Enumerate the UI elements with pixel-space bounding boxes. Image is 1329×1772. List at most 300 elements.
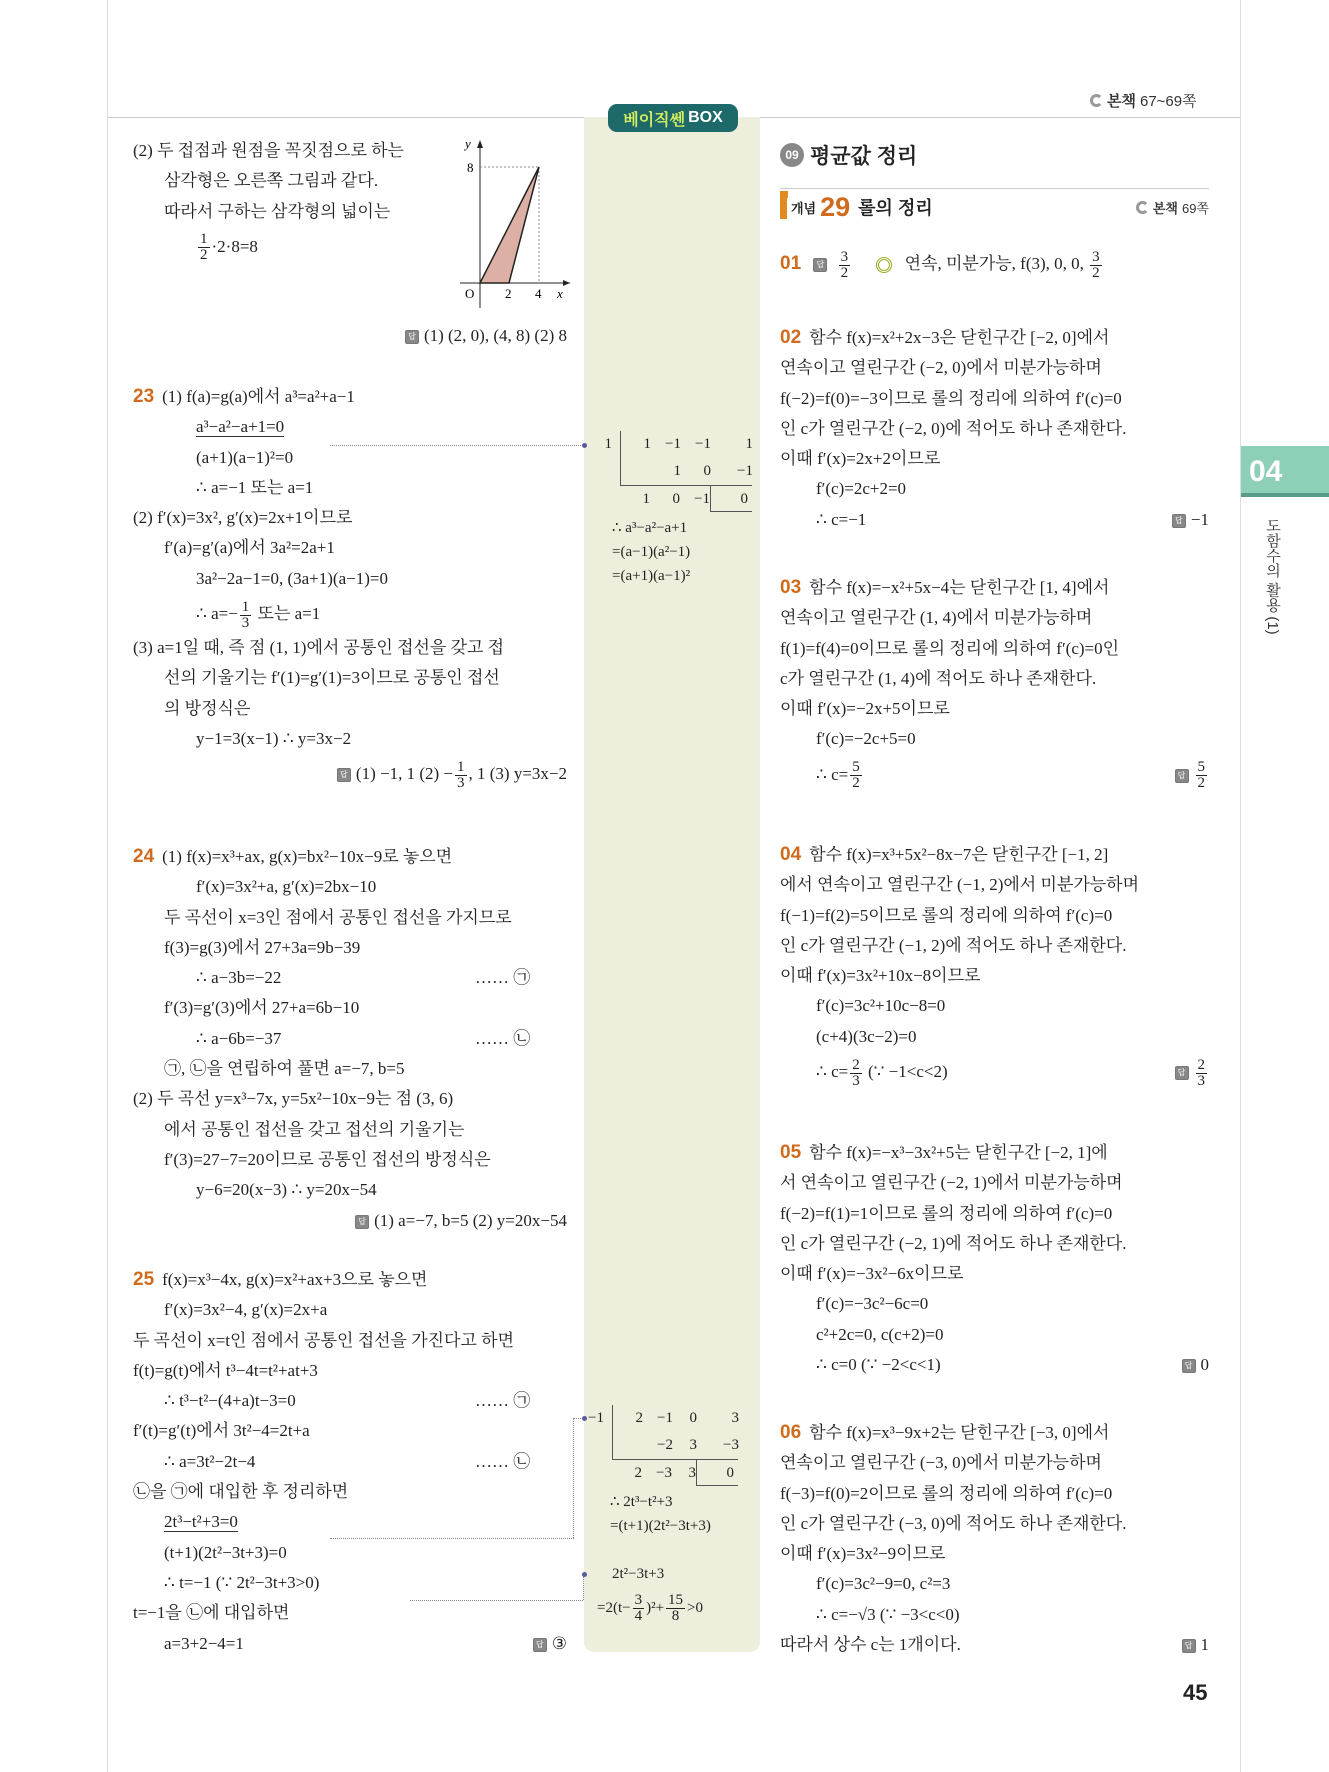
x-label: x	[557, 286, 563, 301]
line-content	[196, 877, 376, 896]
line-content	[196, 231, 258, 264]
fraction	[633, 1593, 645, 1624]
solution-line	[133, 963, 567, 993]
section-title-text: 평균값 정리	[810, 145, 918, 168]
solution-line	[133, 1447, 567, 1477]
equation-marker: …… ㉠	[475, 1391, 531, 1411]
line-content	[133, 141, 404, 160]
line-content	[816, 1027, 917, 1046]
line-content	[809, 1143, 1108, 1162]
line-content	[196, 569, 388, 588]
sd-remainder: 0	[696, 1460, 738, 1486]
answer-icon: 답	[1175, 1066, 1189, 1080]
solution-line	[780, 573, 1209, 603]
solution-24	[133, 842, 567, 1236]
numerator: 5	[1197, 759, 1205, 776]
line-content	[816, 1605, 960, 1624]
solution-line	[133, 872, 567, 902]
solution-line	[133, 1507, 567, 1537]
solution-line	[133, 1386, 567, 1416]
text-segment: 의 방정식은	[164, 698, 251, 718]
connector-25a-v	[573, 1418, 574, 1538]
text-segment: ∴ a=−	[196, 604, 238, 624]
text-segment: 이때 f′(x)=3x²−9이므로	[780, 1544, 946, 1564]
text-segment: ∴ a=3t²−2t−4	[164, 1451, 256, 1471]
line-content	[809, 1423, 1109, 1442]
text-segment: (a+1)(a−1)²=0	[196, 447, 294, 467]
connector-dot	[582, 1572, 587, 1577]
text-segment: c²+2c=0, c(c+2)=0	[816, 1324, 944, 1344]
text-segment: f′(t)=g′(t)에서 3t²−4=2t+a	[133, 1421, 310, 1441]
solution-02	[780, 323, 1209, 535]
solution-line	[133, 993, 567, 1023]
numerator: 1	[200, 231, 208, 248]
fraction	[1090, 250, 1102, 281]
numerator: 1	[241, 598, 250, 615]
solution-line	[780, 1138, 1209, 1168]
text-segment: 3a²−2a−1=0, (3a+1)(a−1)=0	[196, 568, 388, 588]
numerator: 15	[668, 1592, 684, 1609]
text-segment: 함수 f(x)=x²+2x−3은 닫힌구간 [−2, 0]에서	[809, 328, 1110, 347]
text-segment: 연속이고 열린구간 (−3, 0)에서 미분가능하며	[780, 1453, 1102, 1473]
sd-cell: 3	[688, 1465, 696, 1481]
line-content	[133, 1361, 318, 1380]
line-content	[133, 1421, 310, 1440]
answer-icon: 답	[1182, 1639, 1196, 1653]
book-ref-icon	[1136, 201, 1149, 214]
problem-number: 23	[133, 386, 155, 407]
line-content	[162, 1270, 427, 1289]
sd-cell: 2	[634, 1465, 642, 1481]
solution-line	[133, 382, 567, 412]
solution-line	[780, 1509, 1209, 1539]
sd-cell: 3	[731, 1410, 739, 1426]
numerator: 2	[852, 1056, 860, 1073]
sd-cell: −3	[723, 1437, 739, 1453]
text-segment: ∴ a−6b=−37	[196, 1028, 282, 1048]
solution-line	[133, 1326, 567, 1356]
solution-line	[133, 1175, 567, 1205]
line-content	[196, 478, 313, 497]
text-segment: 인 c가 열린구간 (−3, 0)에 적어도 하나 존재한다.	[780, 1513, 1127, 1533]
text-segment: (2) 두 접점과 원점을 꼭짓점으로 하는	[133, 141, 404, 160]
denominator: 2	[1092, 264, 1100, 281]
solution-line	[780, 444, 1209, 474]
concept-number: 29	[820, 191, 851, 222]
line-content	[780, 936, 1126, 955]
answer	[1172, 505, 1209, 535]
text-segment: y−1=3(x−1) ∴ y=3x−2	[196, 728, 352, 748]
sd-cell: 3	[689, 1437, 697, 1453]
denominator: 2	[200, 247, 208, 264]
sd-cell: −2	[657, 1437, 673, 1453]
text-segment: f(1)=f(4)=0이므로 롤의 정리에 의하여 f′(c)=0인	[780, 638, 1120, 658]
line-content	[196, 448, 293, 467]
text-segment: 에서 연속이고 열린구간 (−1, 2)에서 미분가능하며	[780, 875, 1140, 895]
equation-marker: …… ㉡	[475, 1451, 531, 1471]
answer	[405, 321, 567, 351]
sd-cell: 1	[642, 491, 650, 507]
text-segment: ∴ t=−1 (∵ 2t²−3t+3>0)	[164, 1572, 320, 1592]
text-segment: 0	[1200, 1355, 1209, 1375]
solution-line	[780, 1168, 1209, 1198]
solution-05	[780, 1138, 1209, 1380]
chapter-title: 도함수의 활용 (1)	[1264, 518, 1281, 635]
solution-line	[133, 1356, 567, 1386]
fraction	[1196, 760, 1208, 791]
line-content	[780, 1514, 1126, 1533]
factor-line: =(a−1)(a²−1)	[612, 544, 691, 560]
solution-line	[780, 1630, 1209, 1660]
factor-result-23	[612, 516, 690, 588]
page-number: 45	[1183, 1680, 1208, 1705]
badge-korean: 베이직쎈	[623, 111, 686, 129]
text-segment: ∴ t³−t²−(4+a)t−3=0	[164, 1391, 296, 1411]
solution-line	[133, 1477, 567, 1507]
text-segment: 1	[1200, 1635, 1209, 1655]
text-segment: f(−2)=f(1)=1이므로 롤의 정리에 의하여 f′(c)=0	[780, 1203, 1113, 1223]
line-content	[780, 608, 1092, 627]
line-content	[164, 202, 390, 221]
solution-line	[780, 840, 1209, 870]
line-content	[164, 908, 512, 927]
text-segment: f′(c)=3c²+10c−8=0	[816, 996, 946, 1016]
fraction	[839, 250, 851, 281]
solution-line	[780, 694, 1209, 724]
line-content	[133, 1331, 514, 1350]
solution-line	[780, 474, 1209, 504]
solution-line	[780, 664, 1209, 694]
problem-number: 24	[133, 846, 155, 867]
sd-cell: 1	[673, 463, 681, 479]
text-segment: 함수 f(x)=x³−9x+2는 닫힌구간 [−3, 0]에서	[809, 1423, 1110, 1442]
text-segment: f′(c)=−2c+5=0	[816, 729, 916, 749]
line-content	[196, 729, 351, 748]
sd-cell: −1	[737, 463, 753, 479]
solution-line	[780, 1600, 1209, 1630]
text-segment: (∵ −1<c<2)	[863, 1062, 948, 1082]
concept-header	[780, 188, 1209, 225]
text-segment: f′(x)=3x²+a, g′(x)=2bx−10	[196, 877, 377, 897]
text-segment: (t+1)(2t²−3t+3)=0	[164, 1542, 287, 1562]
text-segment: ㉡을 ㉠에 대입한 후 정리하면	[133, 1482, 349, 1502]
denominator: 3	[457, 774, 465, 791]
text-segment: f(x)=x³−4x, g(x)=x²+ax+3으로 놓으면	[162, 1270, 428, 1289]
ineq-part: >0	[687, 1600, 704, 1616]
sd-cell: −1	[665, 436, 681, 452]
line-content	[196, 1029, 281, 1048]
line-content	[816, 1294, 928, 1313]
line-content	[809, 328, 1109, 347]
answer-icon: 답	[1182, 1359, 1196, 1373]
solution-line	[780, 1479, 1209, 1509]
text-segment: a³−a²−a+1=0	[196, 417, 285, 437]
synthetic-division-25	[582, 1405, 739, 1486]
equation-marker: …… ㉡	[475, 1028, 531, 1048]
text-segment: 연속이고 열린구간 (1, 4)에서 미분가능하며	[780, 608, 1093, 628]
line-content	[780, 1544, 945, 1563]
answer	[1175, 755, 1210, 794]
denominator: 4	[634, 1608, 643, 1625]
text-segment: (2) 두 곡선 y=x³−7x, y=5x²−10x−9는 점 (3, 6)	[133, 1089, 454, 1109]
text-segment: a=3+2−4=1	[164, 1633, 244, 1653]
line-content	[780, 1484, 1112, 1503]
answer-icon: 답	[813, 258, 827, 272]
x-tick-2: 2	[505, 286, 512, 301]
solution-line	[780, 603, 1209, 633]
solution-line	[133, 1265, 567, 1295]
line-content	[164, 1120, 464, 1139]
solution-06	[780, 1418, 1209, 1660]
solution-line	[780, 1418, 1209, 1448]
solution-line	[133, 754, 567, 793]
fraction	[240, 600, 252, 631]
fraction	[455, 760, 467, 791]
solution-line	[780, 414, 1209, 444]
denominator: 2	[852, 775, 860, 792]
text-segment: ∴ c=	[816, 764, 849, 784]
x-axis-arrow	[563, 280, 570, 286]
ref-pages: 67~69쪽	[1139, 93, 1197, 110]
text-segment: 인 c가 열린구간 (−2, 0)에 적어도 하나 존재한다.	[780, 418, 1127, 438]
solution-line	[133, 663, 567, 693]
line-content	[780, 1204, 1112, 1223]
sd-cell: −1	[694, 491, 710, 507]
fraction	[850, 760, 862, 791]
text-segment: −1	[1190, 509, 1209, 529]
factor-line: ∴ 2t³−t²+3	[610, 1494, 673, 1510]
line-content	[162, 387, 355, 406]
solution-line	[133, 533, 567, 563]
text-segment: 따라서 구하는 삼각형의 넓이는	[164, 201, 391, 221]
line-content	[164, 1391, 296, 1410]
section-title	[780, 140, 917, 170]
text-segment: (c+4)(3c−2)=0	[816, 1026, 917, 1046]
connector-25a	[330, 1538, 574, 1539]
line-content	[780, 419, 1126, 438]
line-content	[816, 479, 906, 498]
numerator: 3	[634, 1592, 643, 1609]
solution-line	[133, 1084, 567, 1114]
solution-line	[133, 1024, 567, 1054]
line-content	[816, 729, 916, 748]
solution-line	[133, 1416, 567, 1446]
text-segment: (1) a=−7, b=5 (2) y=20x−54	[374, 1210, 567, 1230]
completing-square	[597, 1590, 703, 1626]
text-segment: 선의 기울기는 f′(1)=g′(1)=3이므로 공통인 접선	[164, 668, 500, 688]
answer	[1182, 1630, 1210, 1660]
sd-root: −1	[588, 1410, 604, 1426]
text-segment: f′(a)=g′(a)에서 3a²=2a+1	[164, 538, 335, 558]
denominator: 2	[1197, 775, 1205, 792]
denominator: 3	[1197, 1072, 1205, 1089]
solution-line	[780, 1569, 1209, 1599]
sd-cell: −1	[695, 436, 711, 452]
line-content	[164, 1634, 244, 1653]
text-segment: 또는 a=1	[253, 604, 321, 624]
denominator: 2	[840, 264, 849, 281]
line-content	[164, 699, 250, 718]
synthetic-division-23	[590, 431, 753, 512]
answer	[1175, 1052, 1210, 1091]
line-content	[780, 1264, 963, 1283]
denominator: 8	[671, 1608, 680, 1625]
line-content	[162, 847, 452, 866]
numerator: 3	[840, 248, 849, 265]
sd-cell: 0	[689, 1410, 697, 1426]
line-content	[133, 638, 504, 657]
line-content	[780, 449, 940, 468]
problem-number: 04	[780, 844, 802, 865]
text-segment: ③	[551, 1633, 567, 1653]
solution-line	[133, 633, 567, 663]
line-content	[816, 1355, 941, 1374]
sd-cell: 2	[635, 1410, 643, 1426]
text-segment: , 1 (3) y=3x−2	[468, 764, 567, 784]
fraction	[666, 1593, 685, 1624]
line-content	[780, 1173, 1123, 1192]
text-segment: ·2·8=8	[211, 236, 258, 256]
connector-23	[330, 445, 585, 446]
line-content	[816, 1325, 943, 1344]
basic-box-badge	[608, 104, 738, 132]
text-segment: f′(3)=g′(3)에서 27+a=6b−10	[164, 998, 360, 1018]
text-segment: 함수 f(x)=−x³−3x²+5는 닫힌구간 [−2, 1]에	[809, 1143, 1108, 1162]
line-content	[780, 389, 1122, 408]
text-segment: ㉠, ㉡을 연립하여 풀면 a=−7, b=5	[164, 1059, 405, 1079]
factor-line: =(a+1)(a−1)²	[612, 568, 691, 584]
text-segment: f′(c)=3c²−9=0, c²=3	[816, 1574, 951, 1594]
line-content	[164, 1300, 327, 1319]
text-segment: 두 곡선이 x=t인 점에서 공통인 접선을 가진다고 하면	[133, 1330, 514, 1350]
concept-book-ref	[1136, 198, 1209, 217]
numerator: 5	[852, 759, 860, 776]
text-segment: f′(x)=3x²−4, g′(x)=2x+a	[164, 1300, 328, 1320]
solution-line	[133, 694, 567, 724]
answer-icon: 답	[1175, 769, 1189, 783]
text-segment: (1) f(a)=g(a)에서 a³=a²+a−1	[162, 387, 355, 406]
sd-cell	[621, 458, 651, 485]
text-segment: 인 c가 열린구간 (−2, 1)에 적어도 하나 존재한다.	[780, 1233, 1127, 1253]
answer	[355, 1206, 567, 1236]
text-segment: 두 곡선이 x=3인 점에서 공통인 접선을 가지므로	[164, 907, 512, 927]
text-segment: 따라서 상수 c는 1개이다.	[780, 1635, 961, 1655]
solution-line	[133, 473, 567, 503]
solution-line	[133, 842, 567, 872]
line-content	[780, 669, 1096, 688]
solution-line	[780, 870, 1209, 900]
ref-label: 본책	[1152, 200, 1178, 216]
line-content	[164, 938, 360, 957]
solution-line	[133, 412, 567, 442]
ineq-part: )²+	[646, 1600, 665, 1616]
solution-line	[133, 594, 567, 633]
answer	[337, 754, 567, 793]
line-content	[809, 578, 1109, 597]
line-content	[164, 1059, 405, 1078]
line-content	[164, 1543, 287, 1562]
connector-25b	[410, 1600, 583, 1601]
blank-answers: 연속, 미분가능, f(3), 0, 0,	[904, 254, 1089, 273]
sd-cell: 1	[745, 436, 753, 452]
solution-line	[780, 505, 1209, 535]
chapter-tab[interactable]: 04	[1241, 446, 1329, 497]
text-segment: (3) a=1일 때, 즉 점 (1, 1)에서 공통인 접선을 갖고 접	[133, 638, 505, 658]
text-segment: 이때 f′(x)=−2x+5이므로	[780, 699, 950, 719]
solution-line	[133, 503, 567, 533]
text-segment: (1) (2, 0), (4, 8) (2) 8	[423, 326, 567, 345]
text-segment: ∴ a=−1 또는 a=1	[196, 477, 314, 497]
solution-line	[133, 903, 567, 933]
solution-23	[133, 382, 567, 793]
triangle-graph	[455, 136, 580, 311]
denominator: 3	[852, 1072, 860, 1089]
answer-icon: 답	[337, 768, 351, 782]
text-segment: f(3)=g(3)에서 27+3a=9b−39	[164, 937, 361, 957]
text-segment: 인 c가 열린구간 (−1, 2)에 적어도 하나 존재한다.	[780, 935, 1127, 955]
solution-line	[780, 1350, 1209, 1380]
numerator: 2	[1197, 1056, 1205, 1073]
solution-line	[780, 1022, 1209, 1052]
answer	[1182, 1350, 1210, 1380]
line-content	[196, 598, 321, 631]
solution-04	[780, 840, 1209, 1091]
factor-line: ∴ a³−a²−a+1	[612, 520, 688, 536]
text-segment: 이때 f′(x)=2x+2이므로	[780, 449, 941, 469]
text-segment: ∴ a−3b=−22	[196, 968, 282, 988]
solution-line	[780, 961, 1209, 991]
line-content	[164, 668, 500, 687]
problem-number: 05	[780, 1142, 802, 1163]
line-content	[816, 759, 864, 792]
header-book-ref	[1090, 90, 1197, 111]
solution-line	[133, 1629, 567, 1659]
line-content	[133, 1603, 289, 1622]
ref-page: 69쪽	[1181, 200, 1209, 216]
solution-line	[133, 933, 567, 963]
line-content	[780, 875, 1139, 894]
text-segment: c가 열린구간 (1, 4)에 적어도 하나 존재한다.	[780, 668, 1097, 688]
line-content	[816, 996, 945, 1015]
fraction	[850, 1058, 862, 1089]
text-segment: f(t)=g(t)에서 t³−4t=t²+at+3	[133, 1360, 318, 1380]
text-segment: 에서 공통인 접선을 갖고 접선의 기울기는	[164, 1119, 465, 1139]
numerator: 3	[1092, 248, 1100, 265]
target-icon	[876, 257, 892, 273]
line-content	[164, 1512, 238, 1532]
solution-line	[780, 724, 1209, 754]
answer-icon: 답	[405, 330, 419, 344]
line-content	[164, 1150, 491, 1169]
line-content	[780, 1234, 1126, 1253]
text-segment: 함수 f(x)=x³+5x²−8x−7은 닫힌구간 [−1, 2]	[809, 845, 1109, 864]
text-segment: 서 연속이고 열린구간 (−2, 1)에서 미분가능하며	[780, 1173, 1123, 1193]
line-content	[809, 845, 1108, 864]
factor-result-25	[610, 1490, 711, 1538]
line-content	[133, 1482, 348, 1501]
line-content	[816, 1056, 948, 1089]
solution-line	[780, 384, 1209, 414]
line-content	[816, 510, 866, 529]
fraction	[198, 232, 210, 263]
text-segment: (1) −1, 1 (2) −	[355, 764, 453, 784]
denominator: 3	[241, 614, 250, 631]
text-segment: 함수 f(x)=−x²+5x−4는 닫힌구간 [1, 4]에서	[809, 578, 1110, 597]
text-segment: t=−1을 ㉡에 대입하면	[133, 1603, 290, 1623]
text-segment: f(−2)=f(0)=−3이므로 롤의 정리에 의하여 f′(c)=0	[780, 388, 1122, 408]
text-segment: f′(c)=2c+2=0	[816, 479, 907, 499]
text-segment: f(−1)=f(2)=5이므로 롤의 정리에 의하여 f′(c)=0	[780, 905, 1113, 925]
